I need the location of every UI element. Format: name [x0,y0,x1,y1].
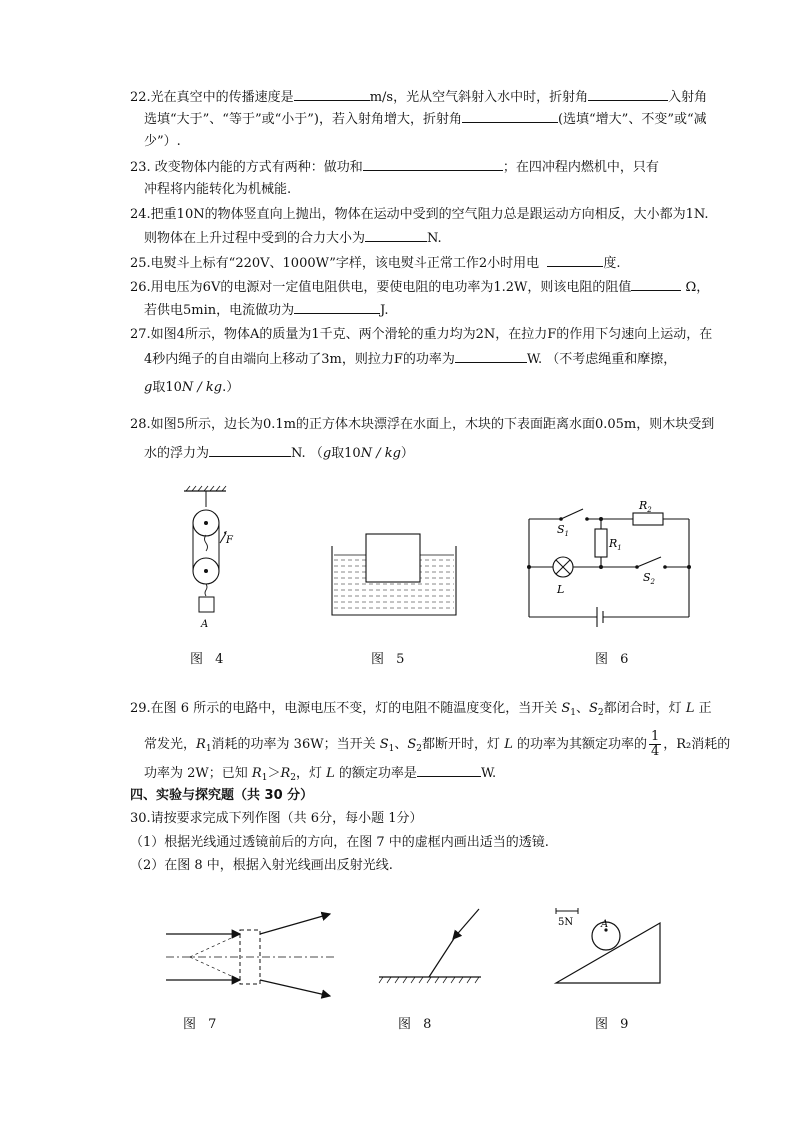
q24-line2: 则物体在上升过程中受到的合力大小为 N. [144,231,442,246]
f6-label-S2: S [643,571,651,584]
answer-blank[interactable] [631,278,681,291]
svg-text:S1: $S_1$ [557,523,570,538]
answer-blank[interactable] [209,444,291,457]
q28-line1: 28.如图5所示，边长为0.1m的正方体木块漂浮在水面上，木块的下表面距离水面0.05m，则木块受到 [130,417,715,432]
q23-line1: 23. 改变物体内能的方式有两种：做功和 ；在四冲程内燃机中，只有 [130,160,659,175]
q22-line3: 少”）. [144,134,181,149]
answer-blank[interactable] [417,764,481,777]
f4-label-A: A [201,619,209,630]
figure-7-lens-rays [160,910,340,1000]
answer-blank[interactable] [365,229,427,242]
svg-text:R2: $R_2$ [639,499,652,514]
f6-label-L: L [557,583,565,596]
caption-fig9: 图 9 [595,1017,633,1032]
answer-blank[interactable] [547,254,603,267]
q27-line2: 4秒内绳子的自由端向上移动了3m，则拉力F的功率为 W. （不考虑绳重和摩擦， [144,352,677,367]
svg-text:R1: $R_1$ [609,537,622,552]
q26-line1: 26.用电压为6V的电源对一定值电阻供电，要使电阻的电功率为1.2W，则该电阻的阻值 Ω， [130,280,710,295]
answer-blank[interactable] [455,350,527,363]
figure-9-incline [550,905,670,990]
answer-blank[interactable] [363,158,503,171]
figure-4-pulley [176,485,236,635]
q24-line1: 24.把重10N的物体竖直向上抛出，物体在运动中受到的空气阻力总是跟运动方向相反，大小都为1N. [130,207,709,222]
f9-label-A: A [601,919,609,930]
f6-label-R1: R [609,537,618,550]
answer-blank[interactable] [294,88,370,101]
q29-line2: 常发光，$R_1$消耗的功率为 36W；当开关 $S_1$、$S_2$都断开时，灯 L 的功率为其额定功率的 $\frac{1}{4}$ ，R₂消耗的 [144,729,731,759]
q30-line1: 30.请按要求完成下列作图（共 6分，每小题 1分） [130,811,423,826]
f9-scale-label: 5N [558,917,574,928]
f6-label-S1: S [557,523,565,536]
figure-8-mirror [375,905,485,990]
q27-line1: 27.如图4所示，物体A的质量为1千克、两个滑轮的重力均为2N，在拉力F的作用下匀速向上运动，在 [130,327,713,342]
section-heading: 四、实验与探究题（共 30 分） [130,788,314,803]
q30-line3: （2）在图 8 中，根据入射光线画出反射光线. [130,858,393,873]
q23-line2: 冲程将内能转化为机械能. [144,182,292,197]
figure-5-floating-block [330,530,460,620]
caption-fig7: 图 7 [183,1017,221,1032]
svg-text:S2: $S_2$ [643,571,656,586]
q22-line2: 选填“大于”、“等于”或“小于”)，若入射角增大，折射角 (选填“增大”、不变”或“减 [144,112,707,127]
caption-fig6: 图 6 [595,652,633,667]
q26-line2: 若供电5min，电流做功为 J. [144,303,389,318]
figure-6-circuit [525,495,695,625]
caption-fig5: 图 5 [371,652,409,667]
q25-line: 25.电熨斗上标有“220V、1000W”字样，该电熨斗正常工作2小时用电 度. [130,256,621,271]
f6-label-R2: R [639,499,648,512]
answer-blank[interactable] [462,110,558,123]
q22-line1: 22.光在真空中的传播速度是 m/s，光从空气斜射入水中时，折射角 入射角 [130,90,708,105]
q29-line1: 29.在图 6 所示的电路中，电源电压不变，灯的电阻不随温度变化，当开关 $S_1$、$S_2$都闭合时，灯 L 正 [130,701,712,718]
f4-label-F: F [226,535,233,546]
fraction-one-quarter: $\frac{1}{4}$ [650,729,660,759]
q28-line2: 水的浮力为 N. （g取10N / kg） [144,446,414,461]
q27-line3: g取10N / kg.） [144,380,240,395]
caption-fig4: 图 4 [190,652,228,667]
answer-blank[interactable] [294,301,380,314]
q30-line2: （1）根据光线通过透镜前后的方向，在图 7 中的虚框内画出适当的透镜. [130,835,549,850]
q29-line3: 功率为 2W；已知 $R_1>R_2$，灯 L 的额定功率是 W. [144,766,497,783]
answer-blank[interactable] [588,88,668,101]
caption-fig8: 图 8 [398,1017,436,1032]
